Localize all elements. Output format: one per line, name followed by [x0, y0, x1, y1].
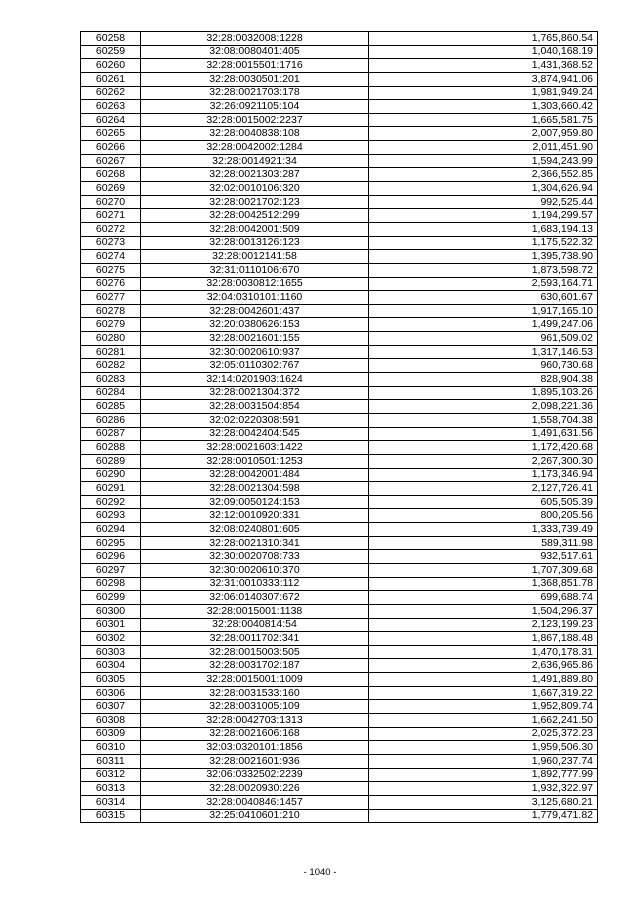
table-row: [81, 427, 598, 441]
table-row: [81, 686, 598, 700]
table-row: [81, 86, 598, 100]
amount-cell: 2,636,965.86: [369, 659, 598, 673]
row-number-cell: 60303: [81, 645, 141, 659]
amount-cell: 1,665,581.75: [369, 113, 598, 127]
amount-cell: 1,395,738.90: [369, 250, 598, 264]
cadastral-number-cell: 32:28:0040838:108: [141, 127, 369, 141]
table-row: [81, 318, 598, 332]
table-row: [81, 209, 598, 223]
cadastral-number-cell: 32:28:0015501:1716: [141, 59, 369, 73]
table-row: [81, 291, 598, 305]
row-number-cell: 60296: [81, 550, 141, 564]
cadastral-number-cell: 32:28:0015001:1009: [141, 673, 369, 687]
amount-cell: 2,593,164.71: [369, 277, 598, 291]
amount-cell: 1,470,178.31: [369, 645, 598, 659]
amount-cell: 1,867,188.48: [369, 632, 598, 646]
row-number-cell: 60308: [81, 714, 141, 728]
amount-cell: 1,932,322.97: [369, 782, 598, 796]
amount-cell: 1,779,471.82: [369, 809, 598, 823]
amount-cell: 2,007,959.80: [369, 127, 598, 141]
table-row: [81, 222, 598, 236]
cadastral-number-cell: 32:05:0110302:767: [141, 359, 369, 373]
cadastral-number-cell: 32:28:0042001:509: [141, 222, 369, 236]
registry-table-container: [80, 31, 597, 823]
row-number-cell: 60315: [81, 809, 141, 823]
amount-cell: 1,304,626.94: [369, 182, 598, 196]
cadastral-number-cell: 32:12:0010920:331: [141, 509, 369, 523]
cadastral-number-cell: 32:28:0012141:58: [141, 250, 369, 264]
row-number-cell: 60287: [81, 427, 141, 441]
amount-cell: 3,125,680.21: [369, 795, 598, 809]
cadastral-number-cell: 32:03:0320101:1856: [141, 741, 369, 755]
registry-table-body: [81, 32, 598, 823]
amount-cell: 1,765,860.54: [369, 32, 598, 46]
cadastral-number-cell: 32:28:0021703:178: [141, 86, 369, 100]
table-row: [81, 45, 598, 59]
table-row: [81, 741, 598, 755]
table-row: [81, 400, 598, 414]
table-row: [81, 659, 598, 673]
row-number-cell: 60275: [81, 263, 141, 277]
table-row: [81, 154, 598, 168]
table-row: [81, 100, 598, 114]
row-number-cell: 60278: [81, 304, 141, 318]
row-number-cell: 60299: [81, 591, 141, 605]
amount-cell: 2,267,300.30: [369, 454, 598, 468]
cadastral-number-cell: 32:28:0021304:372: [141, 386, 369, 400]
row-number-cell: 60265: [81, 127, 141, 141]
amount-cell: 1,959,506.30: [369, 741, 598, 755]
cadastral-number-cell: 32:02:0220308:591: [141, 413, 369, 427]
amount-cell: 1,960,237.74: [369, 754, 598, 768]
cadastral-number-cell: 32:28:0021303:287: [141, 168, 369, 182]
row-number-cell: 60312: [81, 768, 141, 782]
cadastral-number-cell: 32:06:0332502:2239: [141, 768, 369, 782]
table-row: [81, 263, 598, 277]
amount-cell: 2,011,451.90: [369, 141, 598, 155]
table-row: [81, 536, 598, 550]
cadastral-number-cell: 32:25:0410601:210: [141, 809, 369, 823]
amount-cell: 1,667,319.22: [369, 686, 598, 700]
row-number-cell: 60288: [81, 441, 141, 455]
cadastral-number-cell: 32:28:0031702:187: [141, 659, 369, 673]
row-number-cell: 60286: [81, 413, 141, 427]
table-row: [81, 168, 598, 182]
cadastral-number-cell: 32:28:0015002:2237: [141, 113, 369, 127]
amount-cell: 1,499,247.06: [369, 318, 598, 332]
table-row: [81, 72, 598, 86]
row-number-cell: 60307: [81, 700, 141, 714]
row-number-cell: 60309: [81, 727, 141, 741]
table-row: [81, 332, 598, 346]
cadastral-number-cell: 32:28:0031005:109: [141, 700, 369, 714]
table-row: [81, 795, 598, 809]
cadastral-number-cell: 32:28:0040846:1457: [141, 795, 369, 809]
table-row: [81, 714, 598, 728]
row-number-cell: 60271: [81, 209, 141, 223]
row-number-cell: 60310: [81, 741, 141, 755]
table-row: [81, 563, 598, 577]
row-number-cell: 60262: [81, 86, 141, 100]
row-number-cell: 60269: [81, 182, 141, 196]
cadastral-number-cell: 32:08:0240801:605: [141, 523, 369, 537]
cadastral-number-cell: 32:30:0020708:733: [141, 550, 369, 564]
row-number-cell: 60264: [81, 113, 141, 127]
cadastral-number-cell: 32:30:0020610:937: [141, 345, 369, 359]
amount-cell: 1,981,949.24: [369, 86, 598, 100]
cadastral-number-cell: 32:28:0014921:34: [141, 154, 369, 168]
amount-cell: 2,123,199.23: [369, 618, 598, 632]
row-number-cell: 60304: [81, 659, 141, 673]
row-number-cell: 60281: [81, 345, 141, 359]
amount-cell: 605,505.39: [369, 495, 598, 509]
table-row: [81, 591, 598, 605]
row-number-cell: 60289: [81, 454, 141, 468]
row-number-cell: 60268: [81, 168, 141, 182]
amount-cell: 960,730.68: [369, 359, 598, 373]
table-row: [81, 700, 598, 714]
table-row: [81, 250, 598, 264]
table-row: [81, 604, 598, 618]
cadastral-number-cell: 32:30:0020610:370: [141, 563, 369, 577]
amount-cell: 630,601.67: [369, 291, 598, 305]
amount-cell: 828,904.38: [369, 373, 598, 387]
cadastral-number-cell: 32:09:0050124:153: [141, 495, 369, 509]
row-number-cell: 60283: [81, 373, 141, 387]
table-row: [81, 373, 598, 387]
cadastral-number-cell: 32:28:0010501:1253: [141, 454, 369, 468]
row-number-cell: 60294: [81, 523, 141, 537]
amount-cell: 1,368,851.78: [369, 577, 598, 591]
amount-cell: 1,333,739.49: [369, 523, 598, 537]
row-number-cell: 60259: [81, 45, 141, 59]
amount-cell: 1,707,309.68: [369, 563, 598, 577]
row-number-cell: 60280: [81, 332, 141, 346]
page-number: - 1040 -: [303, 867, 337, 878]
table-row: [81, 304, 598, 318]
row-number-cell: 60263: [81, 100, 141, 114]
amount-cell: 1,040,168.19: [369, 45, 598, 59]
amount-cell: 1,662,241.50: [369, 714, 598, 728]
row-number-cell: 60293: [81, 509, 141, 523]
table-row: [81, 782, 598, 796]
row-number-cell: 60302: [81, 632, 141, 646]
cadastral-number-cell: 32:28:0021310:341: [141, 536, 369, 550]
amount-cell: 699,688.74: [369, 591, 598, 605]
cadastral-number-cell: 32:28:0042601:437: [141, 304, 369, 318]
amount-cell: 1,594,243.99: [369, 154, 598, 168]
cadastral-number-cell: 32:28:0042002:1284: [141, 141, 369, 155]
table-row: [81, 468, 598, 482]
cadastral-number-cell: 32:20:0380626:153: [141, 318, 369, 332]
table-row: [81, 618, 598, 632]
amount-cell: 1,172,420.68: [369, 441, 598, 455]
amount-cell: 992,525.44: [369, 195, 598, 209]
amount-cell: 1,431,368.52: [369, 59, 598, 73]
row-number-cell: 60306: [81, 686, 141, 700]
amount-cell: 932,517.61: [369, 550, 598, 564]
row-number-cell: 60291: [81, 482, 141, 496]
row-number-cell: 60267: [81, 154, 141, 168]
amount-cell: 3,874,941.06: [369, 72, 598, 86]
table-row: [81, 182, 598, 196]
table-row: [81, 645, 598, 659]
table-row: [81, 277, 598, 291]
amount-cell: 2,025,372.23: [369, 727, 598, 741]
table-row: [81, 113, 598, 127]
amount-cell: 2,366,552.85: [369, 168, 598, 182]
cadastral-number-cell: 32:28:0013126:123: [141, 236, 369, 250]
cadastral-number-cell: 32:28:0031504:854: [141, 400, 369, 414]
cadastral-number-cell: 32:28:0040814:54: [141, 618, 369, 632]
amount-cell: 1,491,631.56: [369, 427, 598, 441]
amount-cell: 1,917,165.10: [369, 304, 598, 318]
cadastral-number-cell: 32:31:0010333:112: [141, 577, 369, 591]
cadastral-number-cell: 32:28:0021603:1422: [141, 441, 369, 455]
cadastral-number-cell: 32:28:0031533:160: [141, 686, 369, 700]
row-number-cell: 60277: [81, 291, 141, 305]
table-row: [81, 345, 598, 359]
cadastral-number-cell: 32:26:0921105:104: [141, 100, 369, 114]
amount-cell: 1,303,660.42: [369, 100, 598, 114]
cadastral-number-cell: 32:28:0020930:226: [141, 782, 369, 796]
table-row: [81, 413, 598, 427]
row-number-cell: 60273: [81, 236, 141, 250]
table-row: [81, 768, 598, 782]
cadastral-number-cell: 32:28:0021601:936: [141, 754, 369, 768]
amount-cell: 1,173,346.94: [369, 468, 598, 482]
row-number-cell: 60297: [81, 563, 141, 577]
cadastral-number-cell: 32:28:0042703:1313: [141, 714, 369, 728]
table-row: [81, 482, 598, 496]
amount-cell: 2,127,726.41: [369, 482, 598, 496]
table-row: [81, 127, 598, 141]
row-number-cell: 60274: [81, 250, 141, 264]
cadastral-number-cell: 32:28:0011702:341: [141, 632, 369, 646]
amount-cell: 1,895,103.26: [369, 386, 598, 400]
cadastral-number-cell: 32:28:0015001:1138: [141, 604, 369, 618]
cadastral-number-cell: 32:06:0140307:672: [141, 591, 369, 605]
cadastral-number-cell: 32:28:0030501:201: [141, 72, 369, 86]
table-row: [81, 754, 598, 768]
table-row: [81, 577, 598, 591]
cadastral-number-cell: 32:28:0015003:505: [141, 645, 369, 659]
table-row: [81, 359, 598, 373]
row-number-cell: 60258: [81, 32, 141, 46]
table-row: [81, 495, 598, 509]
row-number-cell: 60313: [81, 782, 141, 796]
cadastral-number-cell: 32:04:0310101:1160: [141, 291, 369, 305]
row-number-cell: 60282: [81, 359, 141, 373]
table-row: [81, 523, 598, 537]
cadastral-number-cell: 32:02:0010106:320: [141, 182, 369, 196]
cadastral-number-cell: 32:28:0021606:168: [141, 727, 369, 741]
table-row: [81, 386, 598, 400]
row-number-cell: 60301: [81, 618, 141, 632]
cadastral-number-cell: 32:28:0021304:598: [141, 482, 369, 496]
cadastral-number-cell: 32:28:0042512:299: [141, 209, 369, 223]
row-number-cell: 60261: [81, 72, 141, 86]
amount-cell: 1,175,522.32: [369, 236, 598, 250]
table-row: [81, 809, 598, 823]
amount-cell: 961,509.02: [369, 332, 598, 346]
amount-cell: 800,205.56: [369, 509, 598, 523]
row-number-cell: 60300: [81, 604, 141, 618]
table-row: [81, 441, 598, 455]
amount-cell: 1,317,146.53: [369, 345, 598, 359]
row-number-cell: 60298: [81, 577, 141, 591]
row-number-cell: 60284: [81, 386, 141, 400]
row-number-cell: 60260: [81, 59, 141, 73]
cadastral-number-cell: 32:28:0032008:1228: [141, 32, 369, 46]
amount-cell: 1,491,889.80: [369, 673, 598, 687]
row-number-cell: 60292: [81, 495, 141, 509]
amount-cell: 1,892,777.99: [369, 768, 598, 782]
table-row: [81, 59, 598, 73]
cadastral-number-cell: 32:08:0080401:405: [141, 45, 369, 59]
row-number-cell: 60272: [81, 222, 141, 236]
amount-cell: 589,311.98: [369, 536, 598, 550]
row-number-cell: 60285: [81, 400, 141, 414]
amount-cell: 1,504,296.37: [369, 604, 598, 618]
cadastral-number-cell: 32:28:0042001:484: [141, 468, 369, 482]
row-number-cell: 60314: [81, 795, 141, 809]
amount-cell: 1,873,598.72: [369, 263, 598, 277]
table-row: [81, 195, 598, 209]
amount-cell: 1,683,194.13: [369, 222, 598, 236]
cadastral-number-cell: 32:28:0021601:155: [141, 332, 369, 346]
amount-cell: 2,098,221.36: [369, 400, 598, 414]
row-number-cell: 60266: [81, 141, 141, 155]
cadastral-number-cell: 32:28:0030812:1655: [141, 277, 369, 291]
table-row: [81, 632, 598, 646]
amount-cell: 1,952,809.74: [369, 700, 598, 714]
row-number-cell: 60311: [81, 754, 141, 768]
cadastral-number-cell: 32:28:0021702:123: [141, 195, 369, 209]
table-row: [81, 550, 598, 564]
row-number-cell: 60279: [81, 318, 141, 332]
table-row: [81, 141, 598, 155]
row-number-cell: 60295: [81, 536, 141, 550]
row-number-cell: 60276: [81, 277, 141, 291]
row-number-cell: 60270: [81, 195, 141, 209]
cadastral-number-cell: 32:31:0110106:670: [141, 263, 369, 277]
amount-cell: 1,194,299.57: [369, 209, 598, 223]
table-row: [81, 32, 598, 46]
table-row: [81, 673, 598, 687]
table-row: [81, 727, 598, 741]
row-number-cell: 60305: [81, 673, 141, 687]
table-row: [81, 509, 598, 523]
table-row: [81, 236, 598, 250]
registry-table: [80, 31, 598, 823]
cadastral-number-cell: 32:28:0042404:545: [141, 427, 369, 441]
table-row: [81, 454, 598, 468]
cadastral-number-cell: 32:14:0201903:1624: [141, 373, 369, 387]
row-number-cell: 60290: [81, 468, 141, 482]
amount-cell: 1,558,704.38: [369, 413, 598, 427]
